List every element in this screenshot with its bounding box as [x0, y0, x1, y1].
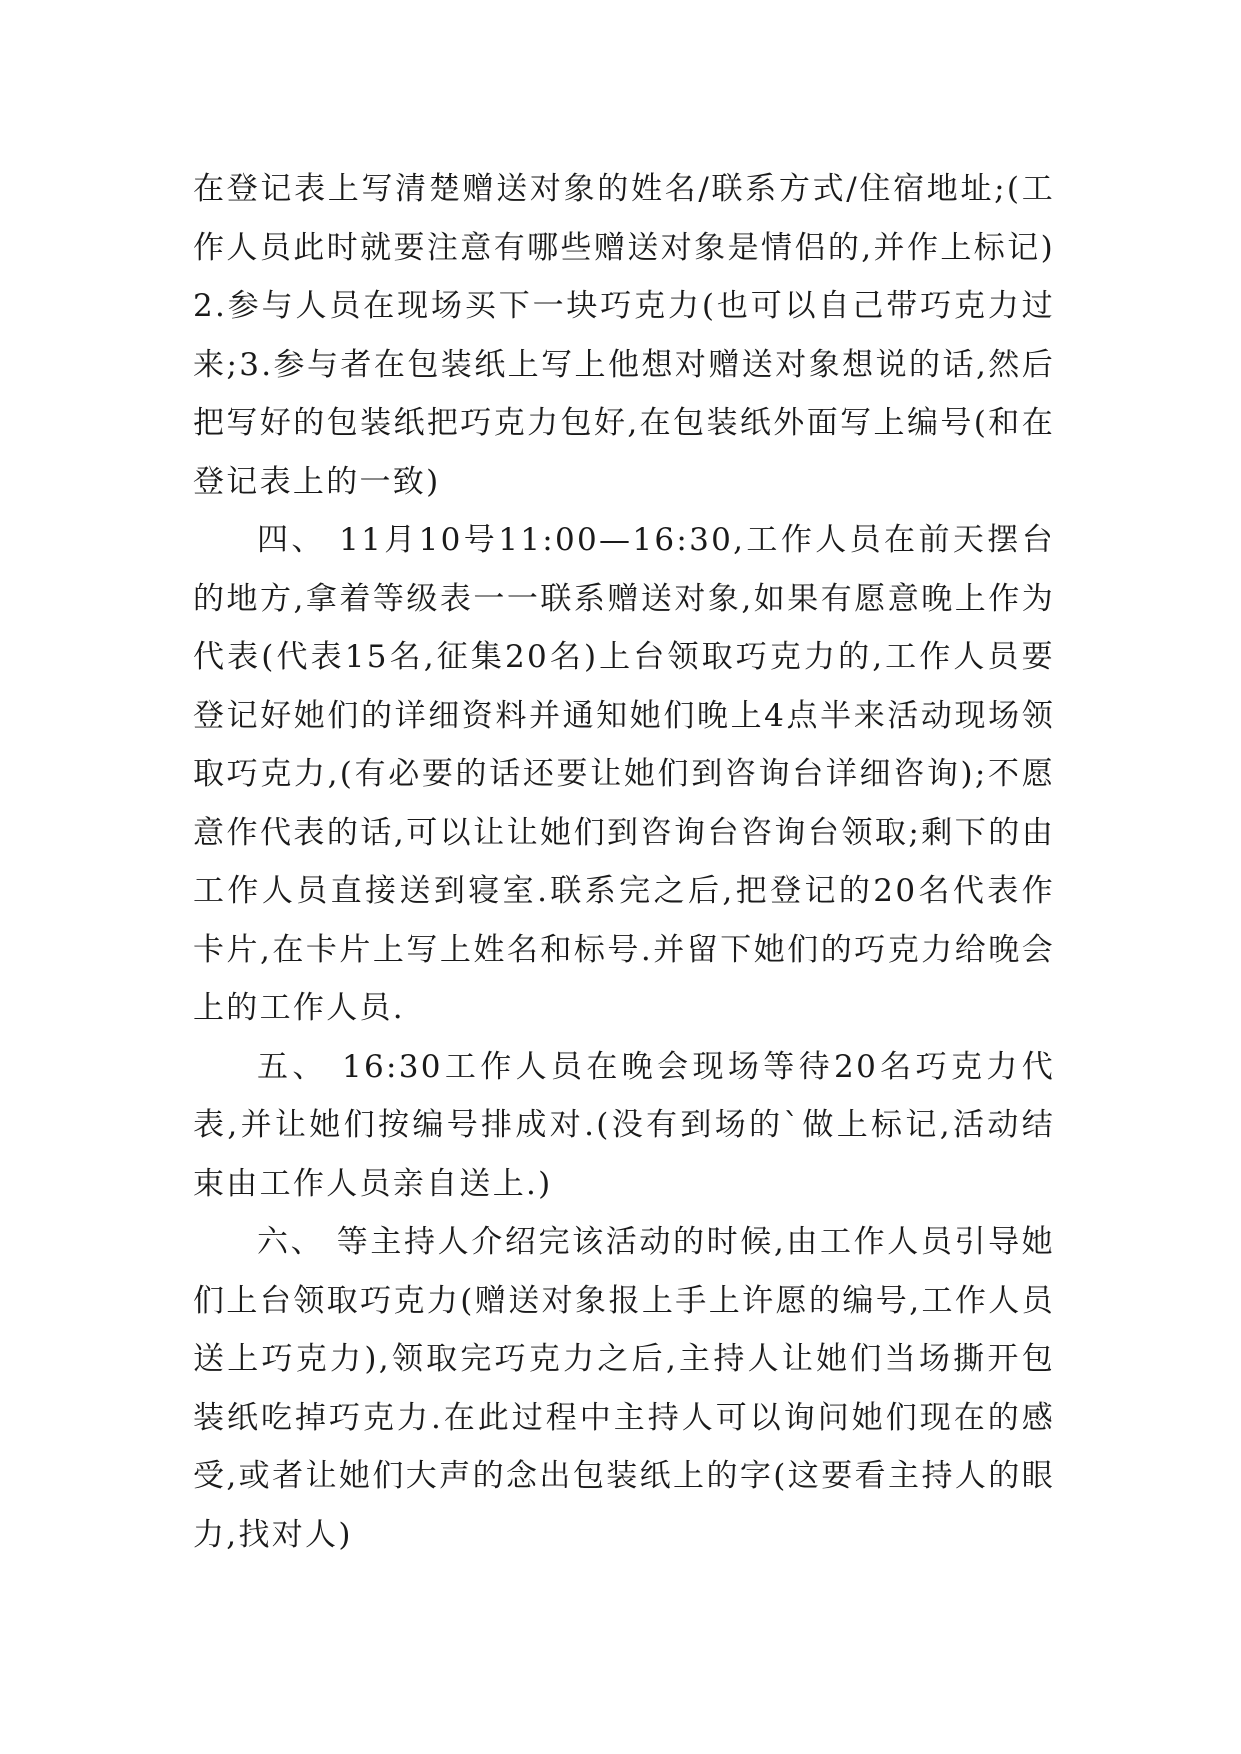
paragraph-section-six: 六、 等主持人介绍完该活动的时候,由工作人员引导她们上台领取巧克力(赠送对象报上手上许愿的编号,工作人员送上巧克力),领取完巧克力之后,主持人让她们当场撕开包装纸吃掉巧克力.在此过程中主持人可以询问她们现在的感受,或者让她们大声的念出包装纸上的字(这要看主持人的眼力,找对人)	[193, 1224, 1055, 1553]
paragraph-section-four: 四、 11月10号11:00—16:30,工作人员在前天摆台的地方,拿着等级表一一联系赠送对象,如果有愿意晚上作为代表(代表15名,征集20名)上台领取巧克力的,工作人员要登记好她们的详细资料并通知她们晚上4点半来活动现场领取巧克力,(有必要的话还要让她们到咨询台详细咨询);不愿意作代表的话,可以让让她们到咨询台咨询台领取;剩下的由工作人员直接送到寝室.联系完之后,把登记的20名代表作卡片,在卡片上写上姓名和标号.并留下她们的巧克力给晚会上的工作人员.	[193, 522, 1055, 1026]
paragraph-section-five: 五、 16:30工作人员在晚会现场等待20名巧克力代表,并让她们按编号排成对.(没有到场的`做上标记,活动结束由工作人员亲自送上.)	[193, 1048, 1055, 1202]
document-page	[193, 160, 1055, 1564]
paragraph-registration-steps: 在登记表上写清楚赠送对象的姓名/联系方式/住宿地址;(工作人员此时就要注意有哪些赠送对象是情侣的,并作上标记)2.参与人员在现场买下一块巧克力(也可以自己带巧克力过来;3.参与者在包装纸上写上他想对赠送对象想说的话,然后把写好的包装纸把巧克力包好,在包装纸外面写上编号(和在登记表上的一致)	[193, 171, 1055, 500]
